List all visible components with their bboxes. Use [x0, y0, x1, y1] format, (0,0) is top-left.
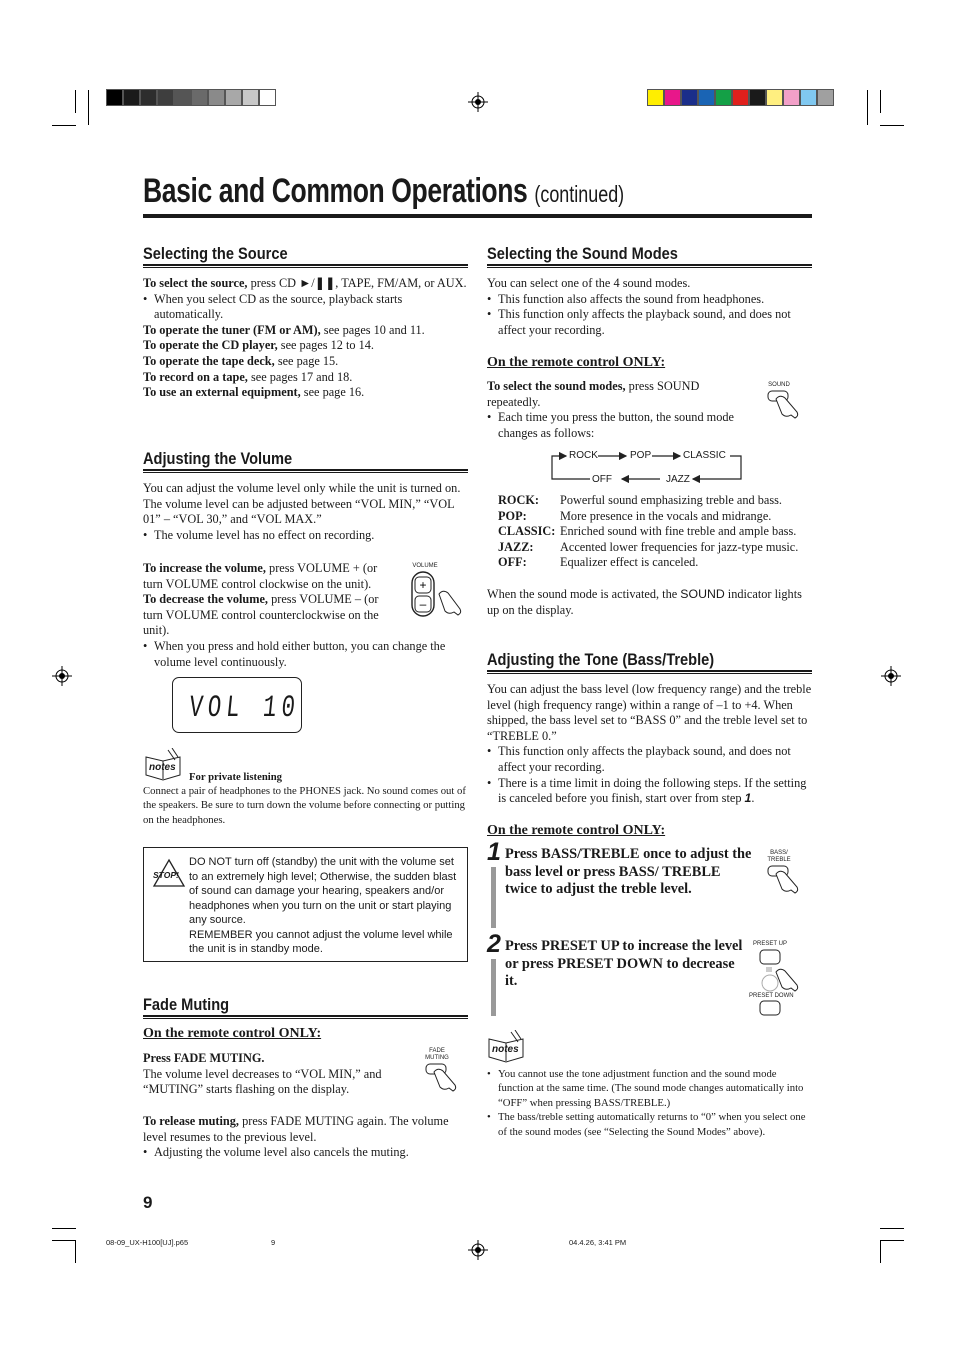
footer-date: 04.4.26, 3:41 PM: [569, 1238, 627, 1247]
volume-button-icon: [409, 570, 464, 620]
page-title: Basic and Common Operations (continued): [143, 172, 625, 210]
svg-text:–: –: [419, 597, 427, 611]
step-number: 2: [487, 930, 501, 958]
list-item: • This function only affects the playback sound, and does not affect your recording.: [487, 744, 791, 774]
volume-display-text: VOL 10: [187, 691, 302, 726]
color-swatch: [732, 89, 749, 106]
reference-line: To operate the tuner (FM or AM), see pages 10 and 11.: [143, 322, 425, 337]
registration-mark-icon: [468, 92, 488, 112]
crop-mark: [52, 1228, 76, 1229]
section-rule: [143, 469, 468, 473]
crop-mark: [880, 125, 904, 126]
source-section-body: [143, 276, 468, 401]
color-swatch: [647, 89, 664, 106]
sound-modes-subheading: On the remote control ONLY:: [487, 355, 666, 370]
notes-title: For private listening: [189, 771, 283, 783]
list-item: • When you select CD as the source, playback starts automatically.: [143, 291, 403, 322]
list-item: • Adjusting the volume level also cancels the muting.: [143, 1145, 409, 1160]
color-swatch: [157, 89, 174, 106]
warning-text-2: REMEMBER you cannot adjust the volume level while the unit is in standby mode.: [189, 928, 453, 955]
section-rule: [487, 264, 812, 268]
color-swatch: [817, 89, 834, 106]
tone-notes: [487, 1067, 809, 1139]
color-swatch: [715, 89, 732, 106]
color-swatch: [766, 89, 783, 106]
notes-text: Connect a pair of headphones to the PHONES jack. No sound comes out of the speakers. Be sure to turn down the volume before connecting or putting on the headphones.: [143, 785, 466, 826]
flow-item-jazz: JAZZ: [666, 474, 690, 485]
list-item: • Each time you press the button, the sound mode changes as follows:: [487, 410, 734, 440]
table-row: [498, 509, 798, 525]
crop-mark: [52, 125, 76, 126]
source-references: [143, 323, 468, 401]
volume-hold-note: [143, 639, 468, 670]
sound-modes-table: [498, 493, 798, 571]
notes-icon-label: notes: [149, 762, 176, 773]
bass-treble-button-icon: [766, 864, 804, 896]
color-swatch: [698, 89, 715, 106]
fade-muting-remote-label: FADE MUTING: [425, 1048, 449, 1061]
color-swatch: [106, 89, 123, 106]
list-item: • This function also affects the sound from headphones.: [487, 291, 765, 306]
table-row: [498, 540, 798, 556]
color-swatch: [664, 89, 681, 106]
reference-line: To record on a tape, see pages 17 and 18.: [143, 369, 353, 384]
crop-mark: [75, 1240, 76, 1263]
crop-mark: [880, 1228, 904, 1229]
list-item: • This function only affects the playback sound, and does not affect your recording.: [487, 307, 791, 337]
registration-mark-icon: [468, 1240, 488, 1260]
fade-muting-release: To release muting, press FADE MUTING again. The volume level resumes to the previous level. • Adjusting the volume level also cancels the muting.: [143, 1114, 468, 1161]
registration-mark-icon: [52, 666, 72, 686]
section-rule: [143, 264, 468, 268]
mode-description: Accented lower frequencies for jazz-type music.: [560, 539, 799, 554]
fade-muting-body: Press FADE MUTING. The volume level decreases to “VOL MIN,” and “MUTING” starts flashing on the display.: [143, 1051, 382, 1097]
section-heading-volume: Adjusting the Volume: [143, 449, 293, 468]
crop-mark: [880, 90, 881, 113]
flow-item-off: OFF: [592, 474, 612, 485]
notes-icon: [144, 748, 184, 782]
crop-mark: [52, 1240, 76, 1241]
sound-indicator-word: SOUND: [680, 587, 725, 601]
title-rule: [143, 214, 812, 218]
sound-mode-flow-diagram: [548, 446, 744, 488]
tone-intro: You can adjust the bass level (low frequency range) and the treble level (high frequency range) within a range of –1 to +4. When shipped, the bass level set to “BASS 0” and the treble level set to “TREBLE 0.” • This function only affects the playback sound, and does not affect your recording. • There is a time limit in doing the following steps. If the setting is canceled before you finish, start over from step 1.: [487, 682, 812, 806]
table-row: [498, 524, 798, 540]
sound-indicator-note: When the sound mode is activated, the SOUND indicator lights up on the display.: [487, 587, 802, 617]
notes-icon-label: notes: [492, 1044, 519, 1055]
flow-item-pop: POP: [630, 450, 652, 461]
color-swatch: [242, 89, 259, 106]
section-heading-fade-muting: Fade Muting: [143, 995, 230, 1014]
mode-name: CLASSIC:: [498, 524, 556, 539]
fade-muting-subheading: On the remote control ONLY:: [143, 1026, 322, 1041]
sound-modes-intro: You can select one of the 4 sound modes. • This function also affects the sound from headphones. • This function only affects the playback sound, and does not affect your recording.: [487, 276, 812, 338]
bass-treble-remote-label: BASS/ TREBLE: [767, 850, 791, 863]
reference-line: To operate the tape deck, see page 15.: [143, 353, 339, 368]
step-bar: [491, 959, 496, 1016]
fade-muting-button-icon: [424, 1062, 462, 1094]
crop-mark: [880, 1240, 881, 1263]
step-text: Press BASS/TREBLE once to adjust the bass level or press BASS/ TREBLE twice to adjust the treble level.: [505, 846, 752, 898]
step-text: Press PRESET UP to increase the level or press PRESET DOWN to decrease it.: [505, 938, 743, 990]
volume-display: [172, 677, 302, 733]
mode-name: POP:: [498, 508, 527, 523]
section-heading-source: Selecting the Source: [143, 244, 288, 263]
color-swatch: [225, 89, 242, 106]
svg-text:+: +: [419, 578, 427, 592]
reference-line: To use an external equipment, see page 16.: [143, 385, 365, 400]
mode-description: Enriched sound with fine treble and ample bass.: [560, 524, 797, 539]
step-number: 1: [487, 838, 501, 866]
section-heading-tone: Adjusting the Tone (Bass/Treble): [487, 650, 715, 669]
list-item: • The bass/treble setting automatically returns to “0” when you select one of the sound modes (see “Selecting the Sound Modes” above).: [487, 1111, 806, 1138]
mode-description: Powerful sound emphasizing treble and bass.: [560, 493, 782, 507]
section-heading-sound-modes: Selecting the Sound Modes: [487, 244, 678, 263]
color-swatch: [123, 89, 140, 106]
color-swatch: [208, 89, 225, 106]
footer-file: 08-09_UX-H100[UJ].p65: [106, 1238, 189, 1247]
mode-description: More presence in the vocals and midrange.: [560, 508, 772, 523]
color-swatch: [749, 89, 766, 106]
mode-description: Equalizer effect is canceled.: [560, 555, 699, 570]
flow-item-classic: CLASSIC: [683, 450, 726, 461]
list-item: • There is a time limit in doing the following steps. If the setting is canceled before you finish, start over from step 1.: [487, 775, 807, 806]
color-calibration-bar: [647, 89, 834, 106]
source-instruction: press CD ►/❚❚, TAPE, FM/AM, or AUX.: [250, 276, 467, 290]
crop-mark: [88, 90, 89, 125]
warning-box: [143, 847, 468, 962]
preset-down-button-icon: [758, 1000, 784, 1018]
color-swatch: [800, 89, 817, 106]
flow-item-rock: ROCK: [569, 450, 598, 461]
section-rule: [143, 1015, 468, 1019]
stop-icon-label: STOP!: [153, 870, 179, 880]
footer-file-page: 9: [271, 1238, 276, 1247]
color-swatch: [783, 89, 800, 106]
color-swatch: [140, 89, 157, 106]
color-swatch: [681, 89, 698, 106]
volume-remote-label: VOLUME: [412, 563, 438, 569]
color-swatch: [174, 89, 191, 106]
step-bar: [491, 867, 496, 928]
table-row: [498, 493, 798, 509]
tone-subheading: On the remote control ONLY:: [487, 823, 666, 838]
sound-remote-label: SOUND: [768, 382, 790, 388]
source-instruction-bold: To select the source,: [143, 276, 248, 290]
reference-line: To operate the CD player, see pages 12 to 14.: [143, 338, 375, 353]
preset-up-remote-label: PRESET UP: [753, 941, 787, 947]
section-rule: [487, 670, 812, 674]
list-item: • You cannot use the tone adjustment function and the sound mode function at the same time. (The sound mode changes automatically into “OFF” when pressing BASS/TREBLE.): [487, 1068, 804, 1109]
page-number: 9: [143, 1193, 153, 1212]
preset-down-remote-label: PRESET DOWN: [749, 993, 794, 999]
list-item: • When you press and hold either button, you can change the volume level continuously.: [143, 639, 446, 669]
sound-modes-instruction: To select the sound modes, press SOUND repeatedly. • Each time you press the button, the sound mode changes as follows:: [487, 379, 755, 441]
crop-mark: [880, 1240, 904, 1241]
notes-icon: [487, 1030, 527, 1064]
table-row: [498, 555, 798, 571]
mode-name: ROCK:: [498, 493, 539, 507]
volume-intro: You can adjust the volume level only while the unit is turned on. The volume level can be adjusted between “VOL MIN,” “VOL 01” – “VOL 30,” and “VOL MAX.” • The volume level has no effect on recording.: [143, 481, 468, 543]
registration-mark-icon: [881, 666, 901, 686]
list-item: • The volume level has no effect on recording.: [143, 527, 375, 542]
gray-calibration-bar: [106, 89, 276, 106]
crop-mark: [867, 90, 868, 125]
color-swatch: [259, 89, 276, 106]
preset-up-down-button-icon: [758, 948, 804, 992]
mode-name: JAZZ:: [498, 539, 534, 554]
page-title-suffix: (continued): [534, 181, 625, 207]
sound-button-icon: [766, 389, 804, 421]
crop-mark: [75, 90, 76, 113]
mode-name: OFF:: [498, 555, 527, 570]
volume-instructions: To increase the volume, press VOLUME + (or turn VOLUME control clockwise on the unit). To decrease the volume, press VOLUME – (or turn VOLUME control counterclockwise on the unit).: [143, 561, 379, 638]
color-swatch: [191, 89, 208, 106]
warning-text: DO NOT turn off (standby) the unit with the volume set to an extremely high level; Otherwise, the sudden blast of sound can damage your hearing, speakers and/or headphones when you turn on the unit or start playing any source.: [189, 856, 457, 926]
step-ref: 1: [744, 791, 752, 806]
